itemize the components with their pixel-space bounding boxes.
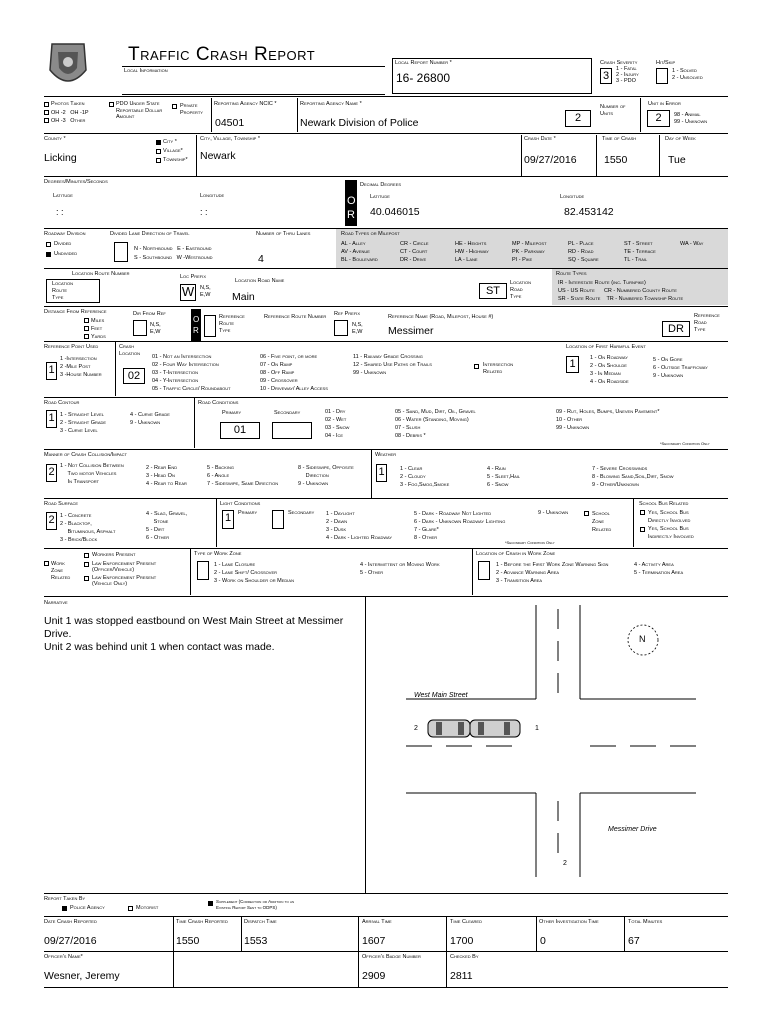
city-checkbox[interactable]	[156, 140, 161, 145]
crash-location-col2: 06 - Five point, or more 07 - On Ramp 08 - Off Ramp 09 - Crossover 10 - Driveway/ Alley Access	[260, 354, 328, 392]
dms-label: Degrees/Minutes/Seconds	[44, 179, 108, 185]
report-title: Traffic Crash Report	[128, 44, 316, 65]
county-value[interactable]: Licking	[44, 152, 77, 164]
work-zone-type-col2: 4 - Intermittent or Moving Work 5 - Other	[360, 562, 440, 576]
divided-lane-label: Divided Lane Direction of Travel	[110, 231, 190, 237]
loc-prefix-value[interactable]: W	[181, 284, 195, 299]
manner-value[interactable]: 2	[46, 464, 57, 482]
time-reported[interactable]: 1550	[176, 935, 200, 947]
school-zone-checkbox[interactable]	[584, 511, 589, 516]
direction-options: N - Northbound E - Eastbound S - Southbound W -Westbound	[134, 246, 213, 261]
arrival-time[interactable]: 1607	[362, 935, 386, 947]
ref-route-number-label: Reference Route Number	[264, 314, 327, 320]
manner-col3: 5 - Backing 6 - Angle 7 - Sideswipe, Same Direction	[207, 465, 279, 487]
workers-present-checkbox[interactable]	[84, 553, 89, 558]
time-of-crash-label: Time of Crash	[602, 136, 637, 142]
work-zone-location-label: Location of Crash in Work Zone	[476, 551, 556, 557]
light-primary-label: Primary	[238, 510, 258, 516]
work-zone-location-value[interactable]	[478, 561, 490, 580]
date-reported[interactable]: 09/27/2016	[44, 935, 97, 947]
light-secondary-label: Secondary	[288, 510, 315, 516]
time-reported-label: Time Crash Reported	[176, 919, 228, 925]
date-reported-label: Date Crash Reported	[44, 919, 97, 925]
ref-prefix-value[interactable]	[334, 320, 348, 336]
ref-point-options: 1 -Intersection 2 -Mile Post 3 -House Number	[60, 356, 102, 378]
street-label-messimer: Messimer Drive	[608, 826, 657, 833]
road-types-col4: MP - Milepost PK - Parkway PI - Pike	[512, 241, 547, 263]
total-minutes-label: Total Minutes	[628, 919, 663, 925]
ref-point-used-label: Reference Point Used	[44, 344, 99, 350]
location-road-type-label: Location Road Type	[510, 280, 531, 300]
crash-diagram	[366, 597, 728, 893]
loc-prefix-label: Loc Prefix	[180, 274, 207, 280]
crash-location-col3: 11 - Railway Grade Crossing 12 - Shared Use Paths or Trails 99 - Unknown	[353, 354, 432, 376]
ref-prefix-options: N,S, E,W	[352, 322, 363, 335]
other-investigation[interactable]: 0	[540, 935, 546, 947]
motorist-checkbox[interactable]	[128, 906, 133, 911]
pdo-under-checkbox[interactable]	[109, 102, 114, 107]
police-agency-label: Police Agency	[70, 905, 105, 911]
agency-name[interactable]: Newark Division of Police	[300, 117, 419, 129]
street-label-west-main: West Main Street	[414, 692, 468, 699]
light-conditions-label: Light Conditions	[220, 501, 261, 507]
road-types-col1: AL - Alley AV - Avenue BL - Boulevard	[341, 241, 378, 263]
city-name[interactable]: Newark	[200, 150, 236, 162]
photo-oh2-checkbox[interactable]	[44, 110, 49, 115]
dir-from-ref-label: Dir From Ref	[133, 311, 166, 317]
north-label: N	[639, 634, 646, 644]
road-conditions-col2: 05 - Sand, Mud, Dirt, Oil, Gravel 06 - Water (Standing, Moving) 07 - Slush 08 - Debris *	[395, 409, 476, 439]
school-bus-options: Yes, School Bus Directly Involved Yes, School Bus Indirectly Involved	[648, 510, 694, 540]
road-conditions-secondary-value[interactable]	[272, 422, 312, 439]
other-investigation-label: Other Investigation Time	[539, 919, 599, 925]
decimal-degrees-label: Decimal Degrees	[360, 182, 402, 188]
roadway-division-label: Roadway Division	[44, 231, 86, 237]
yards-checkbox[interactable]	[84, 334, 89, 339]
police-agency-checkbox[interactable]	[62, 906, 67, 911]
road-types-col7: WA - Way	[680, 241, 704, 247]
feet-checkbox[interactable]	[84, 326, 89, 331]
county-label: County *	[44, 136, 66, 142]
location-route-type-label: Location Route Type	[52, 281, 73, 301]
divided-checkbox[interactable]	[46, 242, 51, 247]
local-information-label: Local Information	[124, 68, 168, 74]
light-secondary-note: *Secondary Condition Only	[505, 540, 555, 545]
work-zone-type-label: Type of Work Zone	[194, 551, 242, 557]
crash-severity-label: Crash Severity	[600, 60, 638, 66]
crash-date[interactable]: 09/27/2016	[524, 154, 577, 166]
distance-units: Miles Feet Yards	[91, 318, 106, 340]
intersection-related-checkbox[interactable]	[474, 364, 479, 369]
first-harmful-value[interactable]: 1	[566, 356, 579, 373]
workers-present-label: Workers Present	[92, 552, 136, 558]
light-col2: 5 - Dark - Roadway Not Lighted 6 - Dark - Unknown Roadway Lighting 7 - Glare* 8 - Other	[414, 511, 506, 541]
dispatch-time-label: Dispatch Time	[244, 919, 277, 925]
dir-from-ref-value[interactable]	[133, 320, 147, 336]
work-zone-related-label: Work Zone Related	[51, 561, 71, 581]
day-of-week-label: Day of Week	[665, 136, 696, 142]
undivided-label: Undivided	[54, 251, 78, 257]
road-contour-label: Road Contour	[44, 400, 80, 406]
thru-lanes-value[interactable]: 4	[258, 253, 264, 265]
private-property-label: Private Property	[180, 103, 203, 116]
checked-by[interactable]: 2811	[450, 970, 473, 982]
manner-col2: 2 - Rear End 3 - Head On 4 - Rear to Rear	[146, 465, 187, 487]
time-cleared[interactable]: 1700	[450, 935, 474, 947]
ref-route-type[interactable]	[204, 315, 216, 337]
school-zone-label: School Zone Related	[592, 511, 612, 533]
unit-in-error-options: 98 - Animal 99 - Unknown	[674, 112, 708, 125]
location-road-name[interactable]: Main	[232, 291, 255, 303]
dms-longitude[interactable]: : :	[200, 207, 208, 217]
road-surface-col2: 4 - Slag, Gravel, Stone 5 - Dirt 6 - Other	[146, 511, 188, 541]
private-property-checkbox[interactable]	[172, 104, 177, 109]
pdo-under-label: PDO Under State Reportable Dollar Amount	[116, 101, 163, 120]
route-types-text: IR - Interstate Route (inc. Turnpike) US - US Route CR - Numbered County Route SR - State Route TR - Numbered Township Route	[558, 280, 684, 302]
unit-1-vehicle	[470, 720, 520, 737]
ref-name[interactable]: Messimer	[388, 325, 434, 337]
school-bus-indirect-checkbox[interactable]	[640, 527, 645, 532]
work-zone-location-col2: 4 - Activity Area 5 - Termination Area	[634, 562, 684, 576]
badge-number[interactable]: 2909	[362, 970, 386, 982]
school-bus-direct-checkbox[interactable]	[640, 510, 645, 515]
road-contour-value[interactable]: 1	[46, 410, 57, 428]
decimal-longitude[interactable]: 82.453142	[564, 206, 614, 218]
time-of-crash[interactable]: 1550	[604, 154, 628, 166]
decimal-latitude[interactable]: 40.046015	[370, 206, 420, 218]
light-primary-value[interactable]: 1	[222, 510, 234, 529]
unit-1-label: 1	[535, 725, 539, 732]
photos-taken-label: Photos Taken	[51, 101, 85, 107]
hit-skip-options: 1 - Solved 2 - Unsolved	[672, 68, 703, 81]
officer-name-label: Officer's Name*	[44, 954, 83, 960]
first-harmful-col2: 5 - On Gore 6 - Outside Trafficway 9 - Unknown	[653, 357, 708, 379]
ref-route-type-label: Reference Route Type	[219, 314, 245, 334]
decimal-latitude-label: Latitude	[370, 194, 390, 200]
location-route-number-label: Location Route Number	[72, 271, 130, 277]
photos-options: OH -2 OH -1P OH -3 Other	[51, 110, 89, 124]
day-of-week[interactable]: Tue	[668, 154, 686, 166]
ref-point-value[interactable]: 1	[46, 362, 57, 380]
narrative-label: Narrative	[44, 600, 68, 606]
township-label: Township*	[163, 157, 188, 163]
arrival-time-label: Arrival Time	[362, 919, 392, 925]
road-types-col5: PL - Place RD - Road SQ - Square	[568, 241, 599, 263]
ref-name-label: Reference Name (Road, Milepost, House #)	[388, 314, 494, 320]
unit-in-error-value[interactable]: 2	[647, 110, 670, 127]
undivided-checkbox[interactable]	[46, 252, 51, 257]
location-road-type[interactable]: ST	[479, 283, 507, 299]
crash-date-label: Crash Date *	[524, 136, 556, 142]
road-conditions-primary-label: Primary	[222, 410, 242, 416]
village-checkbox[interactable]	[156, 149, 161, 154]
local-report-number-label: Local Report Number *	[395, 60, 452, 66]
road-contour-col2: 4 - Curve Grade 9 - Unknown	[130, 412, 170, 426]
city-label: City *	[163, 139, 177, 145]
weather-col3: 7 - Severe Crosswinds 8 - Blowing Sand,Soil,Dirt, Snow 9 - Other/Unknown	[592, 466, 674, 488]
hit-skip-value[interactable]	[656, 68, 668, 84]
intersection-related-label: Intersection Related	[483, 362, 514, 375]
agency-name-label: Reporting Agency Name *	[300, 101, 362, 107]
law-enforcement-vehicle-checkbox[interactable]	[84, 576, 89, 581]
crash-location-label: Crash Location	[119, 344, 140, 357]
crash-location-col1: 01 - Not an Intersection 02 - Four Way Intersection 03 - T-Intersection 04 - Y-Intersection 05 - Traffic Circle/ Roundabout	[152, 354, 231, 392]
location-road-name-label: Location Road Name	[235, 278, 285, 284]
dms-latitude[interactable]: : :	[56, 207, 64, 217]
miles-checkbox[interactable]	[84, 318, 89, 323]
supplement-label: Supplement (Correction or Addition to an Existing Report Sent to ODPS)	[216, 899, 295, 910]
ref-road-type[interactable]: DR	[662, 321, 690, 337]
dms-latitude-label: Latitude	[53, 193, 73, 199]
light-col3: 9 - Unknown	[538, 510, 569, 516]
road-conditions-label: Road Conditions	[198, 400, 239, 406]
weather-col1: 1 - Clear 2 - Cloudy 3 - Fog,Smog,Smoke	[400, 466, 450, 488]
crash-severity-options: 1 - Fatal 2 - Injury 3 - PDO	[616, 66, 639, 84]
crash-location-value[interactable]: 02	[123, 368, 145, 384]
unit-in-error-label: Unit in Error	[648, 101, 681, 107]
distance-from-reference-label: Distance From Reference	[44, 309, 107, 315]
road-types-col2: CR - Circle CT - Court DR - Drive	[400, 241, 429, 263]
road-types-label: Road Types or Milepost	[341, 231, 400, 237]
photos-taken-checkbox[interactable]	[44, 102, 49, 107]
unit-2-label: 2	[414, 725, 418, 732]
divided-lane-direction[interactable]	[114, 242, 128, 262]
number-of-units-label: Number of Units	[600, 104, 626, 117]
township-checkbox[interactable]	[156, 158, 161, 163]
manner-col4: 8 - Sideswipe, Opposite Direction 9 - Unknown	[298, 465, 354, 487]
dir-from-ref-options: N,S, E,W	[150, 322, 161, 335]
road-surface-label: Road Surface	[44, 501, 79, 507]
ref-road-type-label: Reference Road Type	[694, 313, 720, 333]
unit-2-bottom-label: 2	[563, 860, 567, 867]
ref-or-letters: O R	[193, 315, 200, 335]
officer-name[interactable]: Wesner, Jeremy	[44, 970, 120, 982]
weather-value[interactable]: 1	[376, 464, 387, 482]
road-surface-col1: 1 - Concrete 2 - Blacktop, Bituminous, Asphalt 3 - Brick/Block	[60, 513, 116, 543]
work-zone-type-value[interactable]	[197, 561, 209, 580]
motorist-label: Motorist	[136, 905, 159, 911]
first-harmful-col1: 1 - On Roadway 2 - On Shoulde 3 - In Median 4 - On Roadside	[590, 355, 629, 385]
badge-number-label: Officer's Badge Number	[362, 954, 421, 960]
road-types-col6: ST - Street TE - Terrace TL - Trail	[624, 241, 656, 263]
hit-skip-label: Hit/Skip	[656, 60, 676, 66]
thru-lanes-label: Number of Thru Lanes	[256, 231, 311, 237]
photo-oh3-checkbox[interactable]	[44, 118, 49, 123]
road-conditions-primary-value[interactable]: 01	[220, 422, 260, 439]
light-secondary-value[interactable]	[272, 510, 284, 529]
crash-severity-value[interactable]: 3	[600, 68, 612, 84]
village-label: Village*	[163, 148, 183, 154]
checked-by-label: Checked By	[450, 954, 479, 960]
decimal-longitude-label: Longitude	[560, 194, 585, 200]
road-conditions-col1: 01 - Dry 02 - Wet 03 - Snow 04 - Ice	[325, 409, 350, 439]
law-enforcement-officer-label: Law Enforcement Present (Officer/Vehicle)	[92, 561, 157, 573]
road-surface-value[interactable]: 2	[46, 512, 57, 530]
narrative-text[interactable]: Unit 1 was stopped eastbound on West Main Street at Messimer Drive. Unit 2 was behind unit 1 when contact was made.	[44, 615, 344, 653]
school-bus-label: School Bus Related	[639, 501, 689, 507]
local-report-number[interactable]: 16- 26800	[396, 71, 451, 85]
law-enforcement-vehicle-label: Law Enforcement Present (Vehicle Only)	[92, 575, 157, 587]
time-cleared-label: Time Cleared	[450, 919, 482, 925]
secondary-condition-note: *Secondary Condition Only	[660, 441, 710, 446]
road-contour-col1: 1 - Straight Level 2 - Straight Grade 3 - Curve Level	[60, 412, 107, 434]
supplement-checkbox[interactable]	[208, 901, 213, 906]
road-conditions-col3: 09 - Rut, Holes, Bumps, Uneven Pavement* 10 - Other 99 - Unknown	[556, 409, 660, 431]
manner-label: Manner of Crash Collision/Impact	[44, 452, 127, 458]
dms-longitude-label: Longitude	[200, 193, 225, 199]
ncic-label: Reporting Agency NCIC *	[214, 101, 277, 107]
work-zone-type-col1: 1 - Lane Closure 2 - Lane Shift/ Crossover 3 - Work on Shoulder or Median	[214, 562, 294, 584]
weather-label: Weather	[375, 452, 397, 458]
road-conditions-secondary-label: Secondary	[274, 410, 301, 416]
work-zone-location-col1: 1 - Before the First Work Zone Warning Sign 2 - Advance Warning Area 3 - Transition Area	[496, 562, 609, 584]
work-zone-related-checkbox[interactable]	[44, 561, 49, 566]
manner-col1: 1 - Not Collision Between Two motor Vehicles In Transport	[60, 463, 124, 485]
route-types-label: Route Types	[556, 271, 587, 277]
or-letters: O R	[347, 195, 356, 221]
ncic-value[interactable]: 04501	[215, 117, 245, 129]
unit-2-vehicle	[428, 720, 470, 737]
number-of-units-value[interactable]: 2	[565, 110, 591, 127]
ohio-seal-logo	[44, 40, 92, 92]
weather-col2: 4 - Rain 5 - Sleet,Hail 6 - Snow	[487, 466, 521, 488]
divided-label: Divided	[54, 241, 72, 247]
loc-prefix-options: N,S, E,W	[200, 285, 211, 298]
law-enforcement-officer-checkbox[interactable]	[84, 562, 89, 567]
city-village-township-label: City, Village, Township *	[200, 136, 261, 142]
dispatch-time[interactable]: 1553	[244, 935, 268, 947]
total-minutes[interactable]: 67	[628, 935, 640, 947]
road-types-col3: HE - Heights HW - Highway LA - Lane	[455, 241, 489, 263]
first-harmful-label: Location of First Harmful Event	[566, 344, 646, 350]
ref-prefix-label: Ref Prefix	[334, 311, 361, 317]
report-taken-by-label: Report Taken By	[44, 896, 86, 902]
light-col1: 1 - Daylight 2 - Dawn 3 - Dusk 4 - Dark - Lighted Roadway	[326, 511, 393, 541]
